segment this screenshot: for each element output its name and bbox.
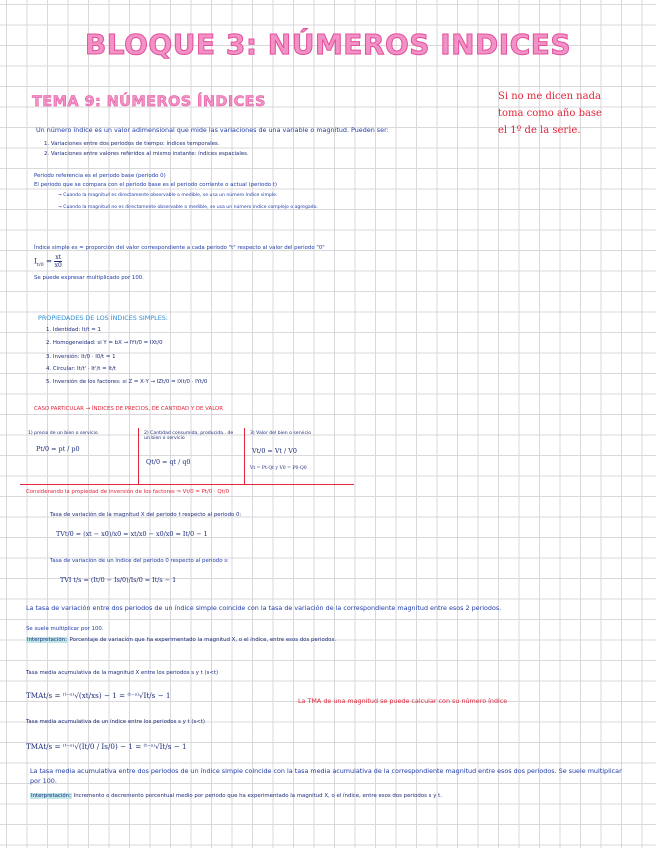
tma-interp-label: Interpretación: bbox=[31, 793, 71, 799]
tv-line-1: Tasa de variación de la magnitud X del periodo t respecto al periodo 0: bbox=[50, 512, 242, 518]
simple-formula-fraction bbox=[54, 254, 62, 269]
simple-formula-sub: t/0 bbox=[36, 261, 44, 268]
tv-line-2: Tasa de variación de un índice del periodo 0 respecto al periodo s: bbox=[50, 558, 229, 564]
simple-formula-lhs: I bbox=[34, 256, 37, 266]
tma-text-1: La tasa media acumulativa entre dos periodos de un índice simple coincide con la tasa media acumulativa de la correspondiente magnitud entre esos dos periodos. Se suele multiplicar por 100. bbox=[30, 767, 622, 785]
case-bottom-rule bbox=[20, 484, 354, 485]
tv-interpretation bbox=[26, 637, 336, 643]
tma-interpretation bbox=[30, 793, 442, 799]
page-title: BLOQUE 3: NÚMEROS INDICES bbox=[84, 28, 572, 61]
case-3-title: 3) Valor del bien o servicio bbox=[250, 431, 312, 436]
case-2-formula: Qt/0 = qt / q0 bbox=[146, 458, 191, 466]
tma-interp-text: Incremento o decremento porcentual medio por periodo que ha experimentado la magnitud X, o el índice, entre esos dos periodos s y t. bbox=[73, 793, 442, 799]
tv-interp-text: Porcentaje de variación que ha experimentado la magnitud X, o el índice, entre esos dos periodos. bbox=[69, 637, 336, 643]
tma-red-note: La TMA de una magnitud se puede calcular con su número índice bbox=[298, 697, 508, 705]
prop-1: 1. Identidad: It/t = 1 bbox=[46, 327, 101, 333]
simple-formula: $I_{t/0}$ = $\frac{xt}{x0}$ bbox=[34, 254, 62, 269]
intro-item-2: 2. Variaciones entre valores referidos al mismo instante: índices espaciales. bbox=[44, 151, 249, 157]
prop-2: 2. Homogeneidad: si Y = bX → IYt/0 = IXt/0 bbox=[46, 340, 163, 346]
tv-formula-2: TVI t/s = (It/0 − Is/0)/Is/0 = It/s − 1 bbox=[60, 576, 177, 584]
tema-heading: TEMA 9: NÚMEROS ÍNDICES bbox=[32, 94, 266, 110]
simple-line-1: Índice simple es = proporción del valor correspondiente a cada periodo "t" respecto al valor del periodo "0" bbox=[34, 245, 325, 251]
case-3-formula: Vt/0 = Vt / V0 bbox=[252, 447, 297, 455]
side-note-line-1: Si no me dicen nada bbox=[498, 91, 601, 102]
base-line-2: El periodo que se compara con el periodo base es el periodo corriente o actual (periodo t) bbox=[34, 182, 277, 188]
case-considering: Considerando la propiedad de inversión de los factores ⇒ Vt/0 = Pt/0 · Qt/0 bbox=[26, 489, 230, 495]
tv-text-2: Se suele multiplicar por 100. bbox=[26, 626, 104, 632]
intro-line-1: Un número índice es un valor adimensional que mide las variaciones de una variable o magnitud. Pueden ser: bbox=[36, 126, 389, 134]
case-1-formula: Pt/0 = pt / p0 bbox=[36, 445, 80, 453]
tma-line-2: Tasa media acumulativa de un índice entre los periodos s y t (s<t) bbox=[26, 719, 206, 725]
base-line-3: → Cuando la magnitud es directamente observable o medible, se usa un número índice simple. bbox=[58, 193, 278, 198]
side-note-line-3: el 1º de la serie. bbox=[498, 125, 581, 136]
tma-line-1: Tasa media acumulativa de la magnitud X entre los periodos s y t (s<t) bbox=[26, 670, 219, 676]
props-heading: PROPIEDADES DE LOS ÍNDICES SIMPLES: bbox=[38, 314, 168, 322]
prop-5: 5. Inversión de los factores: si Z = X·Y → IZt/0 = IXt/0 · IYt/0 bbox=[46, 379, 208, 385]
case-divider-2 bbox=[244, 428, 245, 484]
prop-3: 3. Inversión: It/0 · I0/t = 1 bbox=[46, 354, 116, 360]
case-3-extra: Vt = Pt·Qt y V0 = P0·Q0 bbox=[250, 466, 307, 471]
tv-text-1: La tasa de variación entre dos periodos de un índice simple coincide con la tasa de variación de la correspondiente magnitud entre esos 2 periodos. bbox=[26, 604, 502, 612]
case-divider-1 bbox=[138, 428, 139, 484]
tma-formula-1: TMAt/s = ⁽ᵗ⁻ˢ⁾√(xt/xs) − 1 = ⁽ᵗ⁻ˢ⁾√It/s − 1 bbox=[26, 691, 171, 700]
tma-formula-2: TMAt/s = ⁽ᵗ⁻ˢ⁾√(It/0 / Is/0) − 1 = ⁽ᵗ⁻ˢ⁾√It/s − 1 bbox=[26, 742, 187, 751]
simple-formula-num: xt bbox=[55, 254, 62, 261]
case-1-title: 1) precio de un bien o servicio bbox=[28, 431, 98, 436]
side-note-line-2: toma como año base bbox=[498, 108, 602, 119]
tv-formula-1: TVt/0 = (xt − x0)/x0 = xt/x0 − x0/x0 = It/0 − 1 bbox=[56, 530, 208, 538]
case-2-title: 2) Cantidad consumida, producida.. de un bien o servicio bbox=[144, 431, 234, 441]
base-line-4: → Cuando la magnitud no es directamente observable o medible, se usa un número índice complejo o agregado. bbox=[58, 205, 318, 210]
case-heading: CASO PARTICULAR → ÍNDICES DE PRECIOS, DE CANTIDAD Y DE VALOR bbox=[34, 406, 224, 412]
simple-formula-den: x0 bbox=[54, 262, 62, 269]
side-note bbox=[498, 88, 602, 139]
base-line-1: Periodo referencia es el periodo base (periodo 0) bbox=[34, 173, 166, 179]
simple-line-2: Se puede expresar multiplicado por 100. bbox=[34, 275, 144, 281]
intro-item-1: 1. Variaciones entre dos periodos de tiempo: índices temporales. bbox=[44, 141, 220, 147]
tv-interp-label: Interpretación: bbox=[27, 637, 67, 643]
prop-4: 4. Circular: It/t' · It'/t = It/t bbox=[46, 366, 116, 372]
